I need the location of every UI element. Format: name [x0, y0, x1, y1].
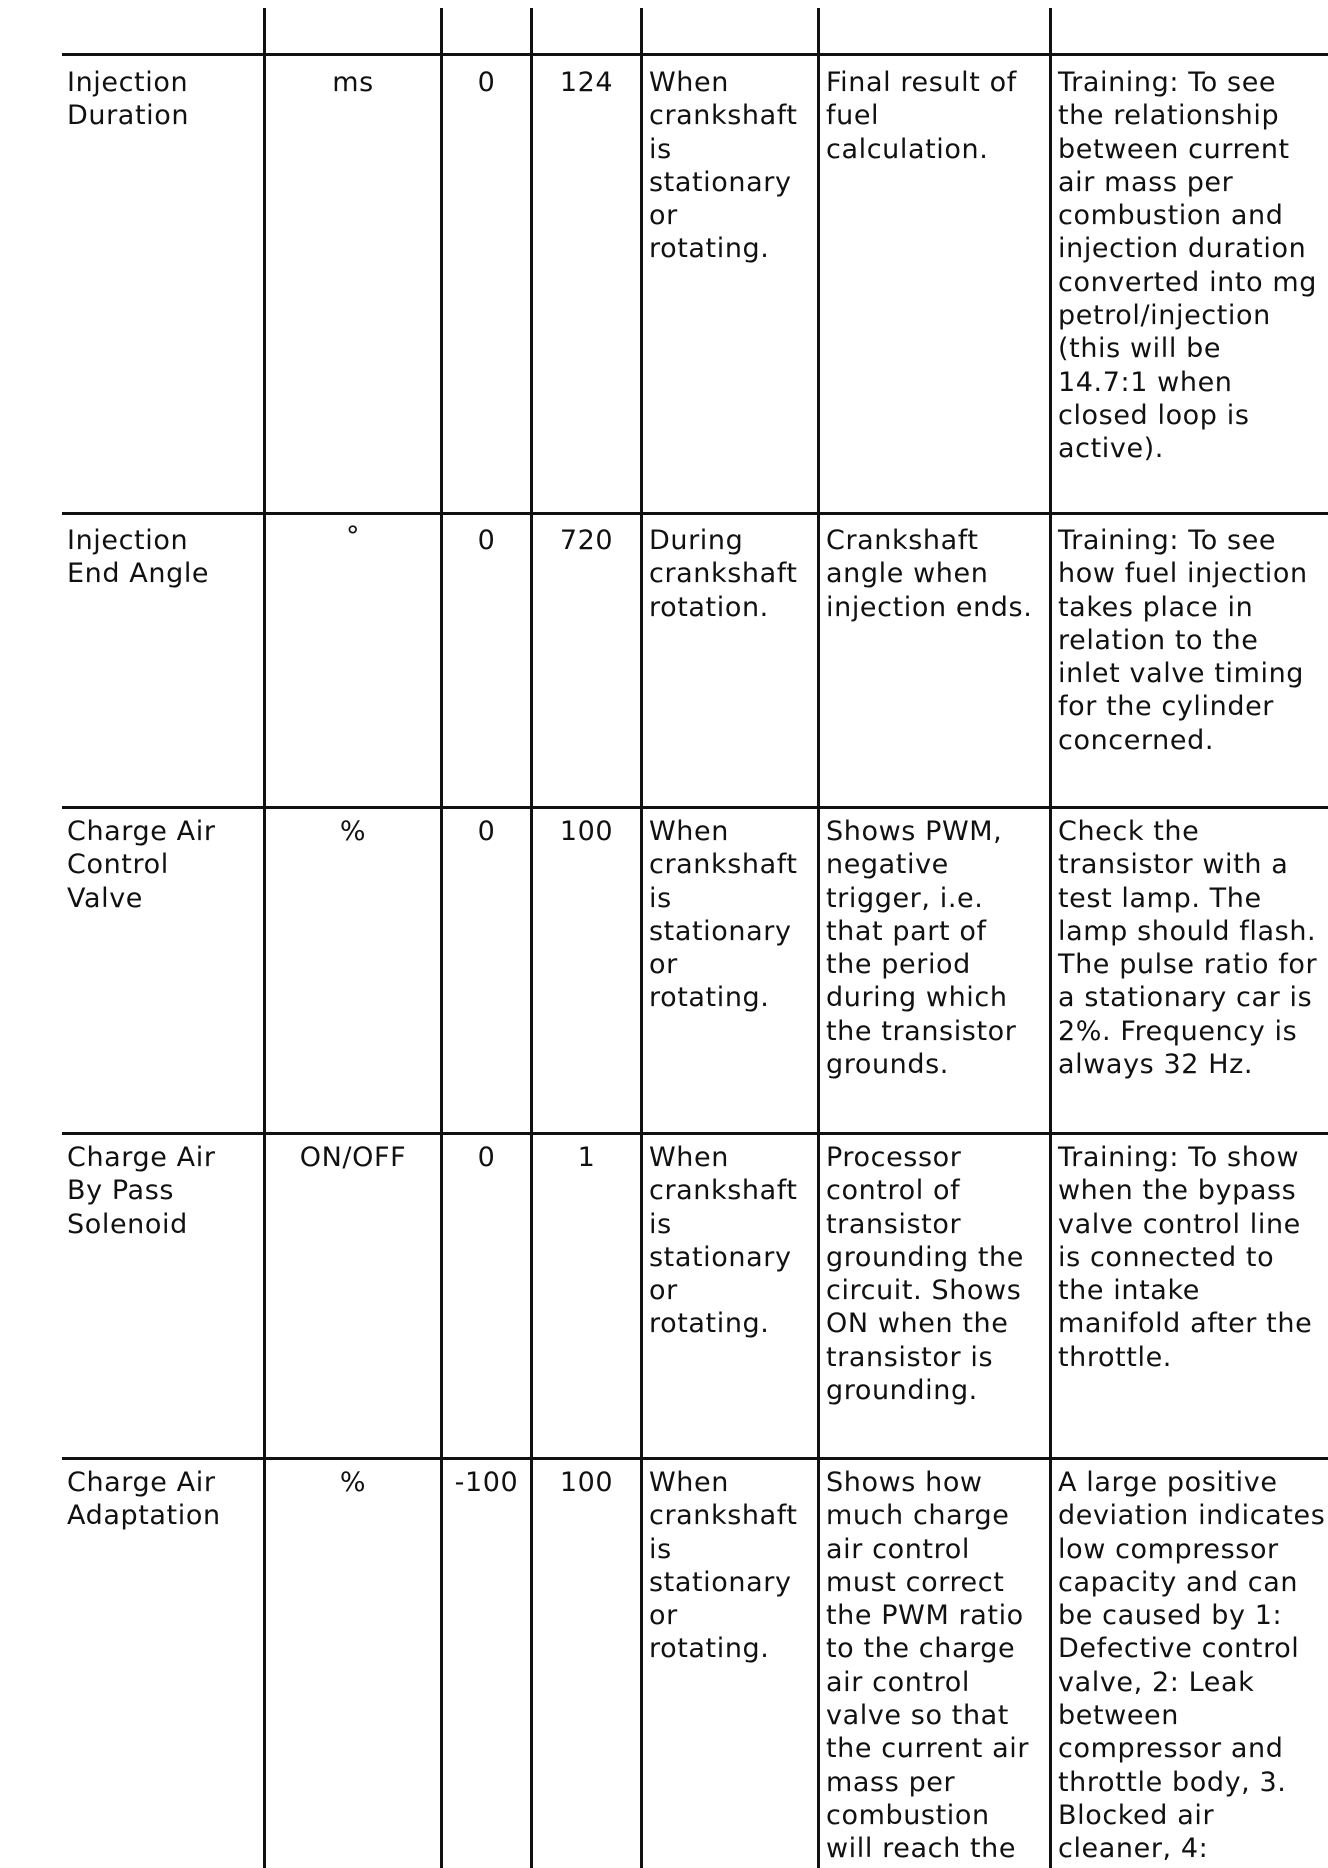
table-row-3-description: Shows PWM, negative trigger, i.e. that part of the period during which the transistor grounds. [826, 816, 1017, 1081]
table-row-5-comment: A large positive deviation indicates low compressor capacity and can be caused by 1: Defective control valve, 2: Leak between compressor and throttle body, 3. Blocked air cleaner, 4: [1058, 1467, 1326, 1865]
table-row-3-max: 100 [559, 816, 614, 847]
column-rule-5 [817, 8, 820, 1868]
table-row-2-parameter-name: Injection End Angle [67, 525, 210, 590]
column-rule-2 [440, 8, 443, 1868]
table-row-5-max: 100 [559, 1467, 614, 1498]
row-rule-4 [62, 1457, 1328, 1460]
table-row-2-min: 0 [477, 525, 496, 556]
table-row-5-parameter-name: Charge Air Adaptation [67, 1467, 221, 1532]
table-row-4-min: 0 [477, 1142, 496, 1173]
column-rule-4 [640, 8, 643, 1868]
table-row-2-comment: Training: To see how fuel injection takes place in relation to the inlet valve timing for the cylinder concerned. [1058, 525, 1308, 756]
table-row-4-comment: Training: To show when the bypass valve control line is connected to the intake manifold after the throttle. [1058, 1142, 1313, 1373]
table-row-4-unit: ON/OFF [299, 1142, 407, 1173]
table-row-4-description: Processor control of transistor grounding the circuit. Shows ON when the transistor is grounding. [826, 1142, 1024, 1407]
table-row-3-comment: Check the transistor with a test lamp. The lamp should flash. The pulse ratio for a stationary car is 2%. Frequency is always 32 Hz. [1058, 816, 1318, 1081]
table-row-1-unit: ms [332, 67, 374, 98]
column-rule-1 [263, 8, 266, 1868]
table-row-5-description: Shows how much charge air control must correct the PWM ratio to the charge air control valve so that the current air mass per combustion will reach the [826, 1467, 1030, 1865]
table-row-4-parameter-name: Charge Air By Pass Solenoid [67, 1142, 216, 1240]
table-row-1-condition: When crankshaft is stationary or rotating. [649, 67, 798, 265]
table-row-3-parameter-name: Charge Air Control Valve [67, 816, 216, 914]
column-rule-6 [1049, 8, 1052, 1868]
table-row-2-condition: During crankshaft rotation. [649, 525, 798, 623]
table-row-4-condition: When crankshaft is stationary or rotating. [649, 1142, 798, 1340]
table-row-5-min: -100 [454, 1467, 519, 1498]
row-rule-top [62, 53, 1328, 56]
table-row-2-unit: ° [345, 521, 361, 552]
table-row-1-max: 124 [559, 67, 614, 98]
table-row-4-max: 1 [577, 1142, 596, 1173]
row-rule-2 [62, 806, 1328, 809]
table-row-1-comment: Training: To see the relationship between current air mass per combustion and injection duration converted into mg petrol/injection (this will be 14.7:1 when closed loop is active). [1058, 67, 1318, 465]
table-row-5-unit: % [339, 1467, 367, 1498]
table-row-1-description: Final result of fuel calculation. [826, 67, 1017, 165]
table-row-3-condition: When crankshaft is stationary or rotating. [649, 816, 798, 1014]
table-row-2-max: 720 [559, 525, 614, 556]
table-row-3-min: 0 [477, 816, 496, 847]
column-rule-3 [530, 8, 533, 1868]
row-rule-3 [62, 1132, 1328, 1135]
table-row-1-min: 0 [477, 67, 496, 98]
table-row-3-unit: % [339, 816, 367, 847]
table-row-5-condition: When crankshaft is stationary or rotating. [649, 1467, 798, 1665]
row-rule-1 [62, 512, 1328, 515]
table-row-2-description: Crankshaft angle when injection ends. [826, 525, 1033, 623]
table-row-1-parameter-name: Injection Duration [67, 67, 190, 132]
